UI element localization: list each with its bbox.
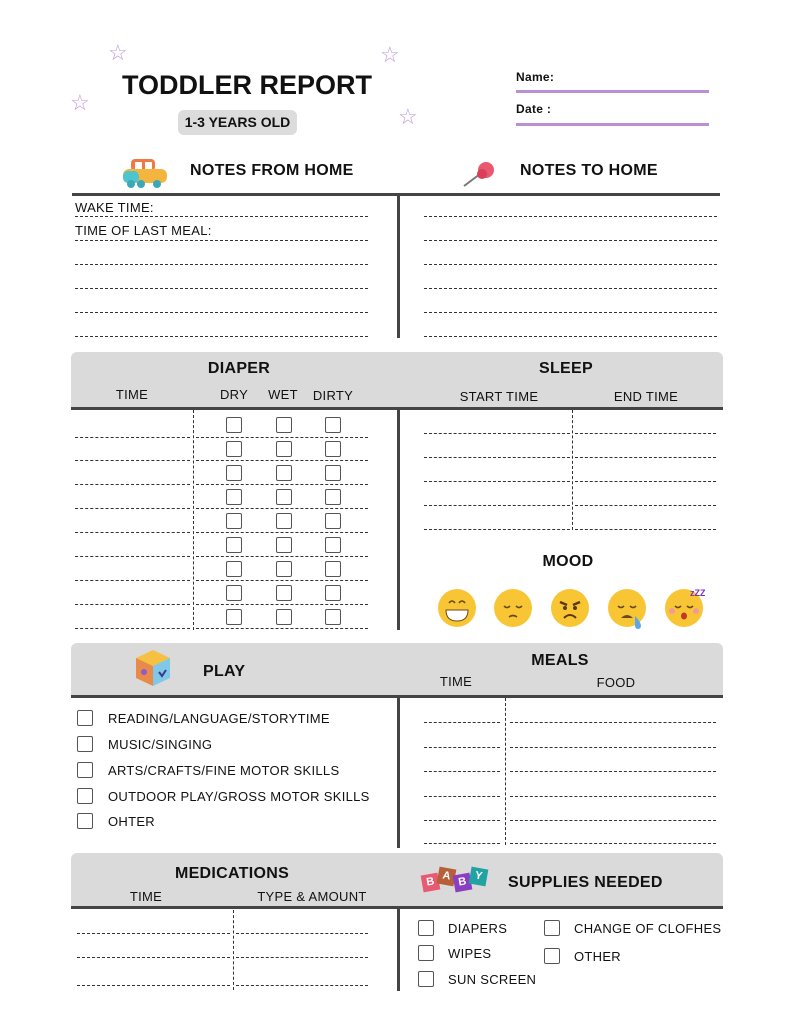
supply-item-label: DIAPERS bbox=[448, 921, 508, 936]
notes-from-home-line[interactable] bbox=[75, 264, 368, 265]
write-line[interactable] bbox=[196, 484, 368, 485]
notes-to-home-title: NOTES TO HOME bbox=[520, 162, 658, 179]
name-label: Name: bbox=[516, 70, 555, 84]
baby-block: Y bbox=[469, 867, 489, 887]
wet-checkbox[interactable] bbox=[276, 465, 292, 481]
sleep-end-field[interactable] bbox=[575, 505, 716, 506]
sleep-col-start: START TIME bbox=[459, 389, 539, 404]
play-title: PLAY bbox=[203, 663, 246, 680]
dirty-checkbox[interactable] bbox=[325, 537, 341, 553]
column-divider bbox=[572, 410, 573, 530]
med-type-field[interactable] bbox=[236, 985, 368, 986]
supply-checkbox[interactable] bbox=[418, 945, 434, 961]
diaper-time-field[interactable] bbox=[75, 580, 190, 581]
sleeping-face-icon[interactable] bbox=[663, 587, 705, 629]
meal-time-field[interactable] bbox=[424, 722, 500, 723]
play-item-label: OUTDOOR PLAY/GROSS MOTOR SKILLS bbox=[108, 789, 370, 804]
sleep-end-field[interactable] bbox=[575, 433, 716, 434]
wet-checkbox[interactable] bbox=[276, 537, 292, 553]
star-icon: ☆ bbox=[398, 104, 418, 129]
divider bbox=[397, 410, 400, 630]
wet-checkbox[interactable] bbox=[276, 561, 292, 577]
notes-to-home-line[interactable] bbox=[424, 288, 717, 289]
dry-checkbox[interactable] bbox=[226, 609, 242, 625]
sleep-start-field[interactable] bbox=[424, 457, 570, 458]
write-line[interactable] bbox=[196, 628, 368, 629]
pushpin-icon bbox=[462, 160, 498, 188]
meals-col-time: TIME bbox=[439, 674, 473, 689]
diaper-time-field[interactable] bbox=[75, 437, 190, 438]
medications-title: MEDICATIONS bbox=[174, 865, 290, 882]
sleep-end-field[interactable] bbox=[575, 457, 716, 458]
sleep-col-end: END TIME bbox=[613, 389, 679, 404]
dry-checkbox[interactable] bbox=[226, 561, 242, 577]
dry-checkbox[interactable] bbox=[226, 417, 242, 433]
write-line[interactable] bbox=[196, 604, 368, 605]
write-line[interactable] bbox=[196, 437, 368, 438]
column-divider bbox=[505, 698, 506, 845]
sleep-end-field[interactable] bbox=[575, 481, 716, 482]
notes-to-home-line[interactable] bbox=[424, 336, 717, 337]
dirty-checkbox[interactable] bbox=[325, 465, 341, 481]
diaper-time-field[interactable] bbox=[75, 460, 190, 461]
date-label: Date : bbox=[516, 102, 552, 116]
sleep-start-field[interactable] bbox=[424, 481, 570, 482]
diaper-title: DIAPER bbox=[207, 360, 271, 377]
write-line[interactable] bbox=[196, 580, 368, 581]
wake-time-field[interactable] bbox=[75, 216, 368, 217]
meal-time-field[interactable] bbox=[424, 796, 500, 797]
column-divider bbox=[233, 910, 234, 990]
name-field[interactable] bbox=[516, 90, 709, 93]
meal-food-field[interactable] bbox=[510, 771, 716, 772]
last-meal-field[interactable] bbox=[75, 240, 368, 241]
meal-food-field[interactable] bbox=[510, 843, 716, 844]
play-checkbox[interactable] bbox=[77, 762, 93, 778]
baby-block: A bbox=[437, 867, 457, 887]
meals-col-food: FOOD bbox=[596, 675, 636, 690]
notes-from-home-title: NOTES FROM HOME bbox=[190, 162, 354, 179]
diaper-col-dry: DRY bbox=[219, 387, 249, 402]
notes-to-home-line[interactable] bbox=[424, 240, 717, 241]
svg-text:zZZ: zZZ bbox=[690, 588, 705, 598]
notes-to-home-line[interactable] bbox=[424, 216, 717, 217]
age-badge: 1-3 YEARS OLD bbox=[178, 110, 297, 135]
write-line[interactable] bbox=[196, 508, 368, 509]
notes-to-home-line[interactable] bbox=[424, 312, 717, 313]
diaper-time-field[interactable] bbox=[75, 508, 190, 509]
baby-block: B bbox=[421, 873, 441, 893]
wet-checkbox[interactable] bbox=[276, 513, 292, 529]
notes-from-home-line[interactable] bbox=[75, 336, 368, 337]
write-line[interactable] bbox=[196, 532, 368, 533]
sad-sweat-face-icon[interactable] bbox=[606, 587, 648, 629]
play-item-label: ARTS/CRAFTS/FINE MOTOR SKILLS bbox=[108, 763, 340, 778]
sleep-end-field[interactable] bbox=[575, 529, 716, 530]
dry-checkbox[interactable] bbox=[226, 537, 242, 553]
sleep-start-field[interactable] bbox=[424, 529, 570, 530]
car-icon bbox=[121, 157, 169, 189]
meal-food-field[interactable] bbox=[510, 747, 716, 748]
supply-checkbox[interactable] bbox=[418, 920, 434, 936]
sleep-start-field[interactable] bbox=[424, 505, 570, 506]
divider bbox=[397, 698, 400, 848]
meal-food-field[interactable] bbox=[510, 722, 716, 723]
grinning-face-icon[interactable] bbox=[436, 587, 478, 629]
date-field[interactable] bbox=[516, 123, 709, 126]
notes-from-home-line[interactable] bbox=[75, 288, 368, 289]
diaper-col-wet: WET bbox=[268, 387, 298, 402]
meal-time-field[interactable] bbox=[424, 747, 500, 748]
supplies-title: SUPPLIES NEEDED bbox=[508, 874, 663, 891]
star-icon: ☆ bbox=[380, 42, 400, 67]
diaper-col-time: TIME bbox=[115, 387, 149, 402]
play-item-label: READING/LANGUAGE/STORYTIME bbox=[108, 711, 330, 726]
supply-item-label: CHANGE OF CLOFHES bbox=[574, 921, 722, 936]
meal-food-field[interactable] bbox=[510, 820, 716, 821]
write-line[interactable] bbox=[196, 460, 368, 461]
diaper-time-field[interactable] bbox=[75, 628, 190, 629]
meals-title: MEALS bbox=[531, 652, 589, 669]
meal-time-field[interactable] bbox=[424, 843, 500, 844]
dirty-checkbox[interactable] bbox=[325, 417, 341, 433]
star-icon: ☆ bbox=[70, 90, 90, 115]
dirty-checkbox[interactable] bbox=[325, 561, 341, 577]
supply-item-label: OTHER bbox=[574, 949, 621, 964]
dry-checkbox[interactable] bbox=[226, 513, 242, 529]
play-checkbox[interactable] bbox=[77, 710, 93, 726]
diaper-time-field[interactable] bbox=[75, 484, 190, 485]
last-meal-label: TIME OF LAST MEAL: bbox=[75, 223, 212, 238]
divider bbox=[397, 195, 400, 338]
page-title: TODDLER REPORT bbox=[121, 70, 373, 100]
wet-checkbox[interactable] bbox=[276, 417, 292, 433]
baby-block: B bbox=[453, 873, 473, 893]
med-time-field[interactable] bbox=[77, 933, 230, 934]
play-checkbox[interactable] bbox=[77, 788, 93, 804]
column-divider bbox=[193, 410, 194, 630]
wake-time-label: WAKE TIME: bbox=[75, 200, 154, 215]
med-time-field[interactable] bbox=[77, 985, 230, 986]
meds-col-type: TYPE & AMOUNT bbox=[257, 889, 367, 904]
notes-from-home-line[interactable] bbox=[75, 312, 368, 313]
dry-checkbox[interactable] bbox=[226, 489, 242, 505]
wet-checkbox[interactable] bbox=[276, 441, 292, 457]
wet-checkbox[interactable] bbox=[276, 489, 292, 505]
write-line[interactable] bbox=[196, 556, 368, 557]
sleep-title: SLEEP bbox=[539, 360, 593, 377]
play-checkbox[interactable] bbox=[77, 736, 93, 752]
dirty-checkbox[interactable] bbox=[325, 489, 341, 505]
star-icon: ☆ bbox=[108, 40, 128, 65]
supply-checkbox[interactable] bbox=[418, 971, 434, 987]
supply-item-label: WIPES bbox=[448, 946, 492, 961]
dirty-checkbox[interactable] bbox=[325, 609, 341, 625]
med-type-field[interactable] bbox=[236, 933, 368, 934]
meal-time-field[interactable] bbox=[424, 820, 500, 821]
med-type-field[interactable] bbox=[236, 957, 368, 958]
diaper-time-field[interactable] bbox=[75, 604, 190, 605]
med-time-field[interactable] bbox=[77, 957, 230, 958]
meds-col-time: TIME bbox=[129, 889, 163, 904]
wet-checkbox[interactable] bbox=[276, 585, 292, 601]
supply-checkbox[interactable] bbox=[544, 920, 560, 936]
dirty-checkbox[interactable] bbox=[325, 513, 341, 529]
pensive-face-icon[interactable] bbox=[492, 587, 534, 629]
play-item-label: OHTER bbox=[108, 814, 155, 829]
supply-checkbox[interactable] bbox=[544, 948, 560, 964]
angry-face-icon[interactable] bbox=[549, 587, 591, 629]
toy-cube-icon bbox=[134, 648, 172, 688]
supply-item-label: SUN SCREEN bbox=[448, 972, 537, 987]
wet-checkbox[interactable] bbox=[276, 609, 292, 625]
dry-checkbox[interactable] bbox=[226, 585, 242, 601]
play-checkbox[interactable] bbox=[77, 813, 93, 829]
notes-to-home-line[interactable] bbox=[424, 264, 717, 265]
dry-checkbox[interactable] bbox=[226, 441, 242, 457]
meal-food-field[interactable] bbox=[510, 796, 716, 797]
dirty-checkbox[interactable] bbox=[325, 585, 341, 601]
diaper-time-field[interactable] bbox=[75, 556, 190, 557]
meal-time-field[interactable] bbox=[424, 771, 500, 772]
diaper-col-dirty: DIRTY bbox=[312, 388, 354, 403]
sleep-start-field[interactable] bbox=[424, 433, 570, 434]
mood-title: MOOD bbox=[542, 553, 594, 570]
diaper-time-field[interactable] bbox=[75, 532, 190, 533]
dirty-checkbox[interactable] bbox=[325, 441, 341, 457]
play-item-label: MUSIC/SINGING bbox=[108, 737, 213, 752]
divider bbox=[72, 193, 720, 196]
dry-checkbox[interactable] bbox=[226, 465, 242, 481]
divider bbox=[397, 909, 400, 991]
